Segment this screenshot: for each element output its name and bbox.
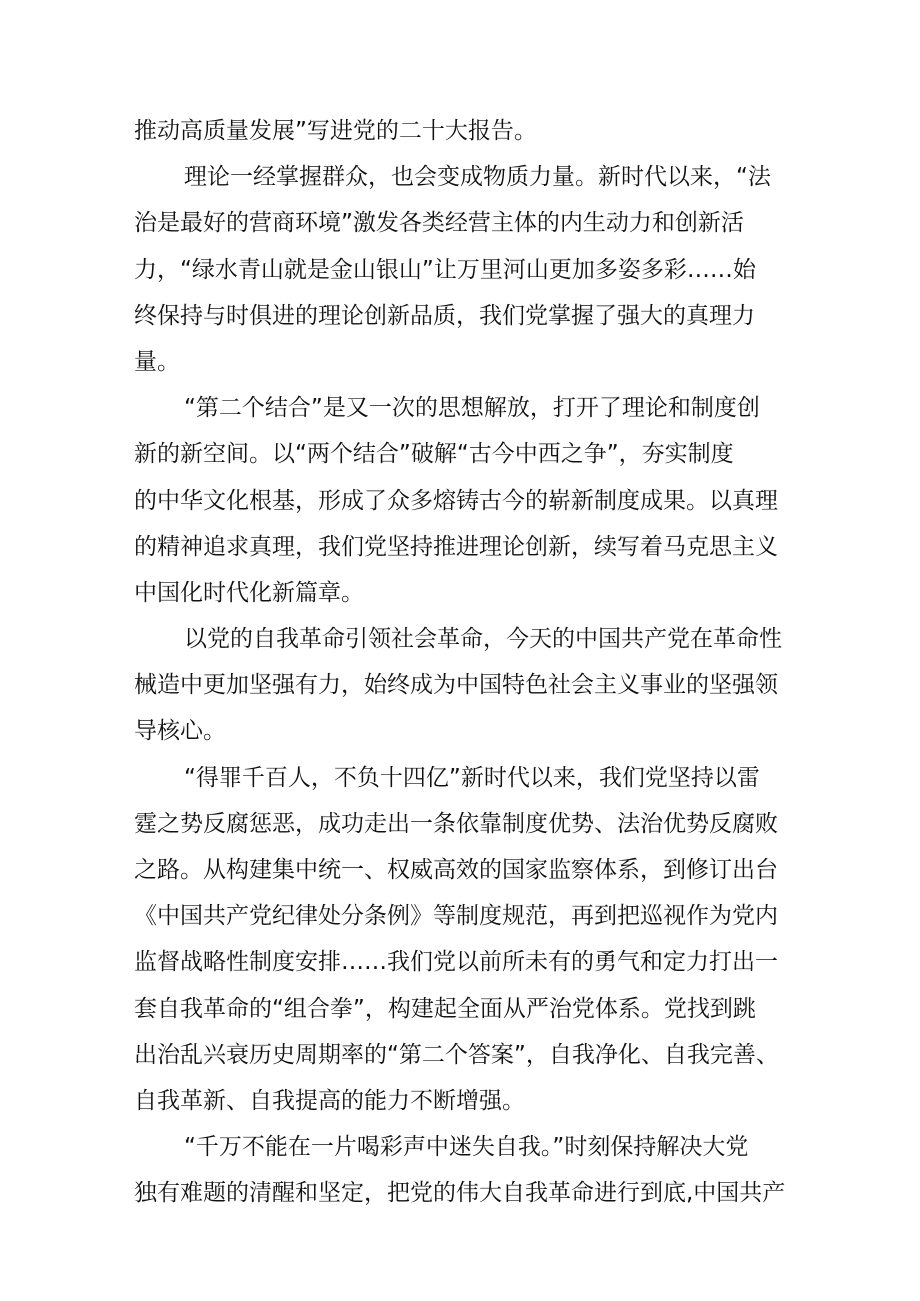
text-line: 量。	[134, 348, 180, 375]
text-line: “第二个结合”是又一次的思想解放，打开了理论和制度创	[184, 395, 760, 422]
text-line: 新的新空间。以“两个结合”破解“古今中西之争”，夯实制度	[134, 441, 734, 468]
text-line: 治是最好的营商环境”激发各类经营主体的内生动力和创新活	[134, 210, 744, 237]
text-line: “千万不能在一片喝彩声中迷失自我。”时刻保持解决大党	[184, 1134, 749, 1161]
text-line: 独有难题的清醒和坚定，把党的伟大自我革命进行到底,中国共产	[134, 1180, 786, 1207]
text-line: “得罪千百人，不负十四亿”新时代以来，我们党坚持以雷	[184, 764, 760, 791]
text-line: 终保持与时俱进的理论创新品质，我们党掌握了强大的真理力	[134, 302, 755, 329]
text-line: 的精神追求真理，我们党坚持推进理论创新，续写着马克思主义	[134, 533, 778, 560]
text-line: 力，“绿水青山就是金山银山”让万里河山更加多姿多彩……始	[134, 256, 756, 283]
text-line: 械造中更加坚强有力，始终成为中国特色社会主义事业的坚强领	[134, 672, 778, 699]
text-line: 的中华文化根基，形成了众多熔铸古今的崭新制度成果。以真理	[134, 487, 778, 514]
text-line: 出治乱兴衰历史周期率的“第二个答案”，自我净化、自我完善、	[134, 1041, 779, 1068]
text-line: 霆之势反腐惩恶，成功走出一条依靠制度优势、法治优势反腐败	[134, 810, 778, 837]
text-line: 以党的自我革命引领社会革命，今天的中国共产党在革命性	[184, 626, 782, 653]
text-line: 《中国共产党纪律处分条例》等制度规范，再到把巡视作为党内	[134, 903, 778, 930]
text-line: 之路。从构建集中统一、权威高效的国家监察体系，到修订出台	[134, 857, 778, 883]
text-line: 推动高质量发展”写进党的二十大报告。	[134, 118, 537, 144]
text-line: 自我革新、自我提高的能力不断增强。	[134, 1087, 525, 1114]
text-line: 中国化时代化新篇章。	[134, 579, 364, 606]
text-line: 导核心。	[134, 718, 226, 745]
document-body	[134, 108, 794, 1217]
text-line: 监督战略性制度安排……我们党以前所未有的勇气和定力打出一	[134, 949, 778, 976]
text-line: 套自我革命的“组合拳”，构建起全面从严治党体系。党找到跳	[134, 995, 756, 1022]
text-line: 理论一经掌握群众，也会变成物质力量。新时代以来，“法	[184, 164, 771, 191]
